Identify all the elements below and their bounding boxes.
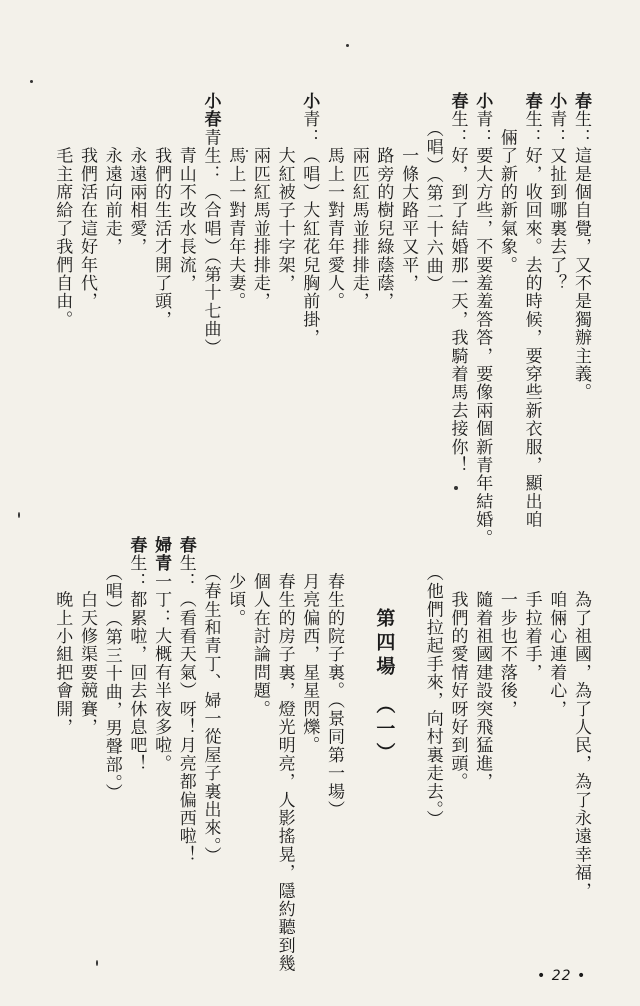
column-text: 兩匹紅馬並排排走， bbox=[249, 92, 270, 311]
column-text: 少頃。 bbox=[225, 536, 246, 627]
text-column bbox=[546, 536, 567, 718]
column-text: 青：要大方些，不要羞羞答答，要像兩個新青年結婚。 bbox=[472, 110, 493, 548]
text-column bbox=[151, 536, 172, 773]
text-column bbox=[151, 92, 172, 329]
text-column bbox=[523, 536, 540, 682]
text-column bbox=[202, 536, 219, 865]
ink-speck bbox=[454, 486, 458, 490]
text-column bbox=[225, 92, 246, 311]
column-text: 馬上一對青年夫妻。 bbox=[225, 92, 246, 311]
column-text: 一丁：大概有半夜多啦。 bbox=[151, 572, 172, 773]
column-text: 一條大路平又平， bbox=[398, 92, 419, 293]
column-text: （唱）（第二十六曲） bbox=[422, 92, 443, 294]
text-column bbox=[373, 92, 394, 311]
speaker-name: 小 bbox=[299, 92, 320, 111]
column-text: 白天修渠要競賽， bbox=[77, 536, 97, 737]
text-column bbox=[52, 536, 73, 737]
speaker-name: 小春 bbox=[200, 92, 221, 129]
column-text: 青：又扯到哪裏去了？ bbox=[546, 110, 567, 293]
text-column bbox=[424, 536, 441, 828]
column-text: 咱倆心連着心， bbox=[546, 536, 567, 718]
column-text: 我們活在這好年代， bbox=[77, 92, 97, 311]
text-column bbox=[52, 92, 73, 329]
speaker-name: 春 bbox=[447, 92, 468, 111]
text-column bbox=[276, 536, 293, 973]
column-text: （唱）（第三十曲，男聲部。） bbox=[101, 536, 122, 802]
column-text: 個人在討論問題。 bbox=[249, 536, 270, 718]
text-column bbox=[225, 536, 246, 627]
column-text: 路旁的樹兒綠蔭蔭， bbox=[373, 92, 394, 311]
text-column bbox=[103, 536, 120, 802]
speaker-name: 小 bbox=[472, 92, 493, 111]
column-text: 大紅被子十字架， bbox=[274, 92, 295, 293]
text-column bbox=[350, 92, 367, 310]
column-text: 馬上一對青年愛人。 bbox=[324, 92, 344, 311]
column-text: 永遠向前走， bbox=[101, 92, 122, 256]
text-column bbox=[472, 536, 493, 791]
ink-speck bbox=[18, 512, 20, 518]
speaker-name: 春 bbox=[521, 92, 542, 111]
text-column bbox=[126, 92, 147, 256]
text-column bbox=[177, 92, 194, 292]
text-column bbox=[449, 92, 466, 474]
column-text: 毛主席給了我們自由。 bbox=[52, 92, 73, 329]
text-column bbox=[202, 92, 219, 357]
column-text: 生：（看看天氣）呀！月亮都偏西啦！ bbox=[175, 554, 196, 864]
text-column bbox=[449, 536, 466, 791]
text-column bbox=[572, 92, 589, 401]
text-column bbox=[523, 92, 540, 529]
column-text: 兩匹紅馬並排排走， bbox=[348, 92, 369, 311]
column-text: 手拉着手， bbox=[521, 536, 542, 682]
text-column bbox=[103, 92, 120, 256]
ink-speck bbox=[346, 44, 349, 47]
speaker-name: 春 bbox=[126, 536, 147, 555]
text-column bbox=[78, 92, 95, 310]
column-text: （他們拉起手來，向村裏走去。） bbox=[422, 536, 443, 829]
text-column bbox=[325, 536, 342, 819]
ink-speck bbox=[96, 960, 98, 966]
text-column bbox=[472, 92, 493, 548]
column-text: 生：都累啦，回去休息吧！ bbox=[126, 554, 147, 773]
column-text: （春生和青丁、婦一從屋子裏出來。） bbox=[200, 536, 221, 865]
text-column bbox=[498, 536, 515, 718]
text-column bbox=[572, 536, 589, 900]
column-text: 生：這是個自覺，又不是獨辦主義。 bbox=[571, 110, 591, 402]
column-text: 第四場 （一） bbox=[373, 536, 396, 767]
text-column bbox=[276, 92, 293, 292]
speaker-name: 春 bbox=[175, 536, 196, 555]
column-text: 青山不改水長流， bbox=[175, 92, 196, 293]
text-column bbox=[299, 92, 320, 347]
speaker-name: 春 bbox=[571, 92, 591, 111]
text-column bbox=[126, 536, 147, 773]
text-column bbox=[546, 92, 567, 293]
scene-heading bbox=[373, 536, 396, 767]
text-column bbox=[251, 92, 268, 310]
text-column bbox=[398, 92, 419, 293]
column-text: 我們的生活才開了頭， bbox=[151, 92, 172, 329]
column-text: 生：好，到了結婚那一天，我騎着馬去接你！ bbox=[447, 110, 468, 475]
column-text: 永遠兩相愛， bbox=[126, 92, 147, 256]
column-text: 為了祖國，為了人民，為了永遠幸福， bbox=[571, 536, 591, 900]
text-column bbox=[424, 92, 441, 293]
text-column bbox=[299, 536, 320, 755]
column-text: 生：好，收回來。去的時候，要穿些新衣服，顯出咱 bbox=[521, 110, 542, 529]
speaker-name: 小 bbox=[546, 92, 567, 111]
speaker-name: 婦青 bbox=[151, 536, 172, 573]
column-text: 我們的愛情好呀好到頭。 bbox=[447, 536, 468, 791]
text-column bbox=[78, 536, 95, 736]
column-text: 春生的房子裏，燈光明亮，人影搖晃，隱約聽到幾 bbox=[274, 536, 295, 973]
column-text: 隨着祖國建設突飛猛進， bbox=[472, 536, 493, 791]
column-text: 月亮偏西，星星閃爍。 bbox=[299, 536, 320, 755]
page-number: • 22 • bbox=[537, 968, 587, 984]
text-column bbox=[177, 536, 194, 864]
text-column bbox=[498, 92, 515, 274]
text-column bbox=[325, 92, 342, 310]
column-text: 晚上小組把會開， bbox=[52, 536, 73, 737]
column-text: 倆了新的新氣象。 bbox=[496, 92, 517, 274]
column-text: 青生：（合唱）（第十七曲） bbox=[200, 128, 221, 357]
column-text: 一步也不落後， bbox=[496, 536, 517, 718]
ink-speck bbox=[246, 150, 248, 152]
text-column bbox=[251, 536, 268, 718]
column-text: 春生的院子裏。（景同第一場） bbox=[324, 536, 344, 819]
column-text: 青：（唱）大紅花兒胸前掛， bbox=[299, 110, 320, 347]
ink-speck bbox=[30, 80, 33, 83]
